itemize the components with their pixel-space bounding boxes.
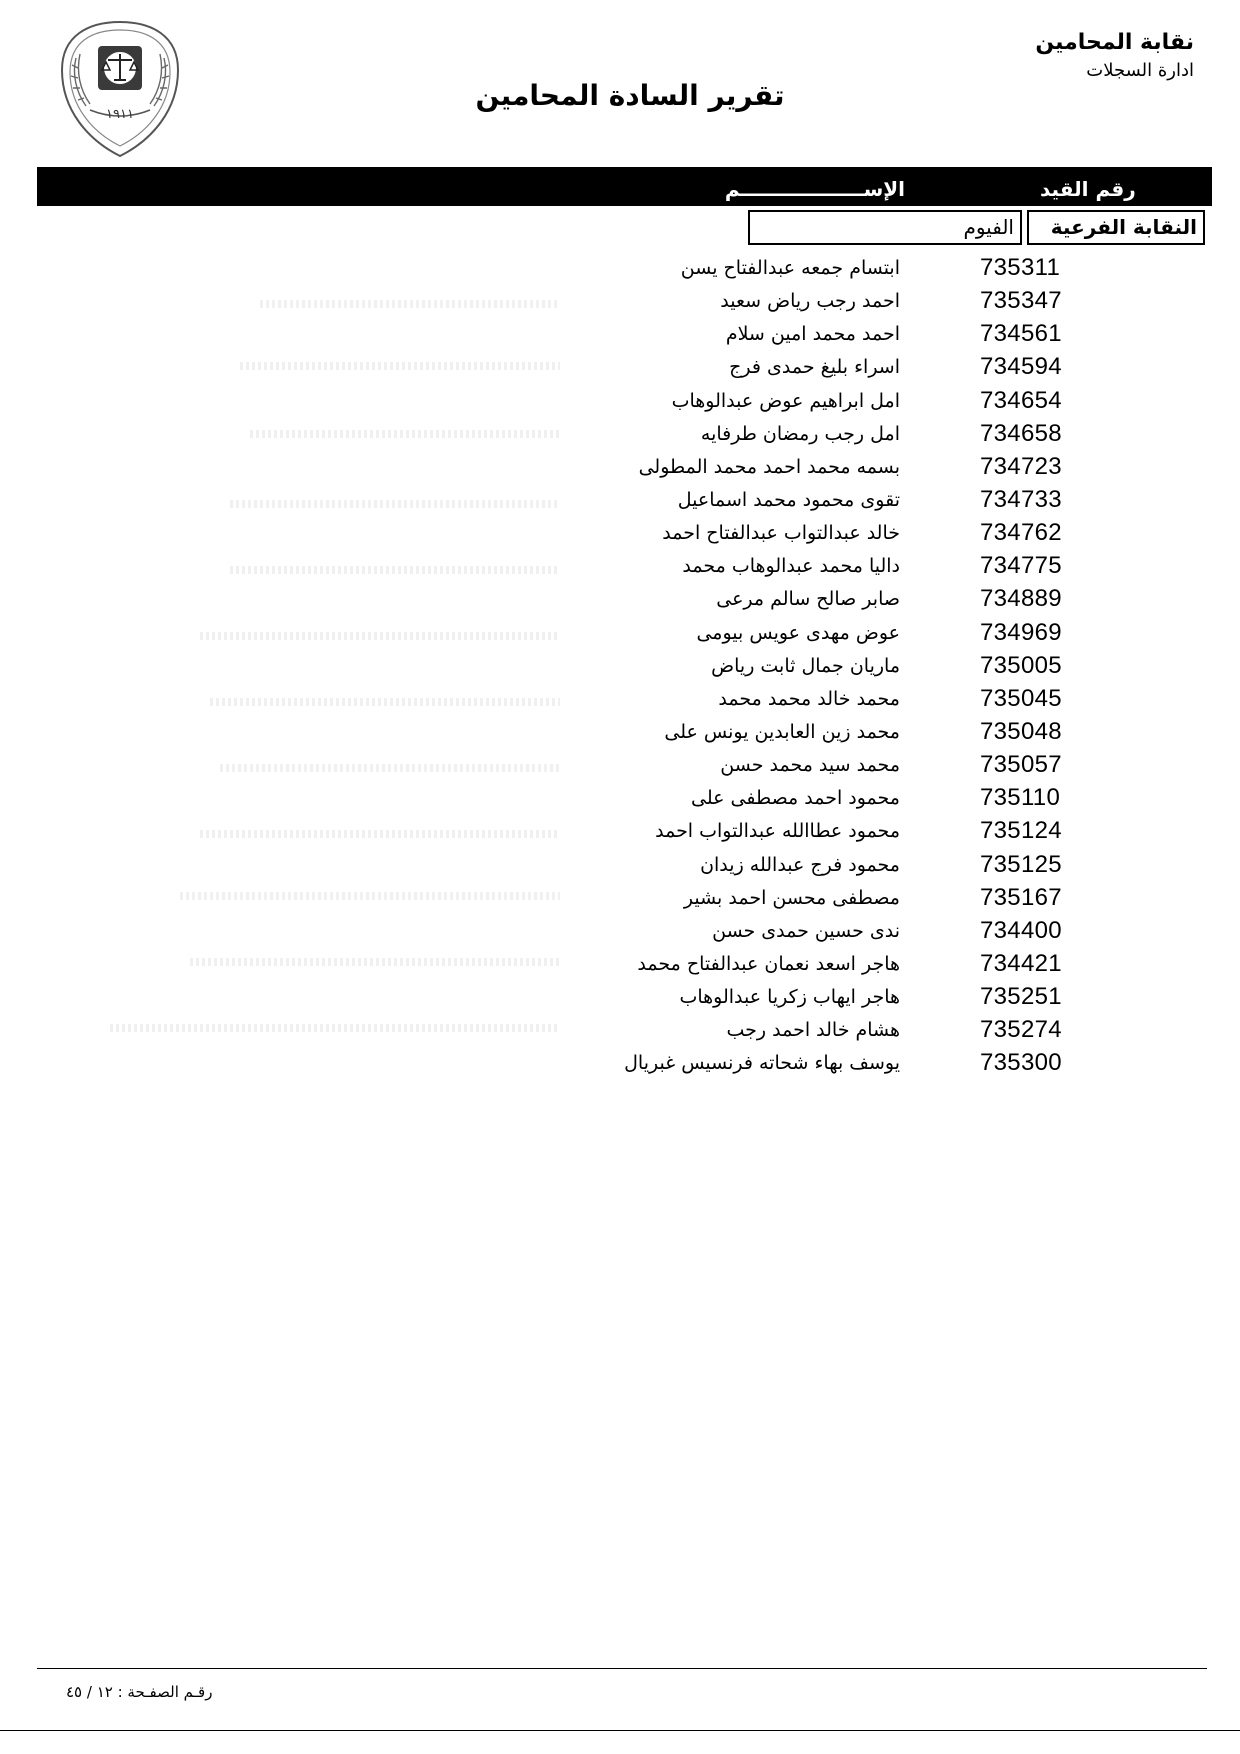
- page-number: رقـم الصفـحة : ١٢ / ٤٥: [66, 1683, 213, 1701]
- registration-number: 735274: [980, 1016, 1062, 1044]
- lawyer-name: محمود احمد مصطفى على: [691, 787, 900, 810]
- table-row: [0, 351, 1240, 384]
- registration-number: 735057: [980, 751, 1062, 779]
- lawyer-name: محمد خالد محمد محمد: [718, 687, 900, 710]
- branch-value: الفيوم: [748, 210, 1022, 245]
- department-name: ادارة السجلات: [1086, 60, 1194, 81]
- registration-number: 734658: [980, 419, 1062, 447]
- table-row: [0, 550, 1240, 583]
- lawyer-name: ابتسام جمعه عبدالفتاح يسن: [680, 257, 900, 279]
- table-row: [0, 782, 1240, 815]
- table-row: [0, 385, 1240, 418]
- lawyer-name: امل رجب رمضان طرفايه: [700, 422, 900, 445]
- lawyer-name: هاجر اسعد نعمان عبدالفتاح محمد: [637, 952, 900, 975]
- table-row: [0, 815, 1240, 848]
- table-row: [0, 849, 1240, 882]
- lawyer-name: محمود فرج عبدالله زيدان: [700, 853, 900, 876]
- table-row: [0, 285, 1240, 318]
- registration-number: 734733: [980, 485, 1062, 513]
- logo-year: ١٩١١: [106, 107, 134, 122]
- registration-number: 735048: [980, 717, 1062, 745]
- table-row: [0, 451, 1240, 484]
- table-row: [0, 517, 1240, 550]
- registration-number: 735005: [980, 651, 1062, 679]
- registration-number: 734421: [980, 949, 1062, 977]
- registration-number: 735125: [980, 850, 1062, 878]
- registration-number: 735251: [980, 983, 1062, 1011]
- lawyer-name: بسمه محمد احمد محمد المطولى: [638, 455, 900, 478]
- lawyer-name: ماريان جمال ثابت رياض: [711, 654, 900, 677]
- organization-block: [1035, 28, 1194, 84]
- table-row: [0, 650, 1240, 683]
- footer-divider: [37, 1668, 1207, 1669]
- lawyer-name: داليا محمد عبدالوهاب محمد: [682, 555, 900, 578]
- registration-number: 735124: [980, 817, 1062, 845]
- registration-number: 734654: [980, 386, 1062, 414]
- registration-number: 734400: [980, 916, 1062, 944]
- table-row: [0, 1014, 1240, 1047]
- table-row: [0, 749, 1240, 782]
- registration-number: 735300: [980, 1049, 1062, 1077]
- registration-number: 734762: [980, 519, 1062, 547]
- lawyer-name: مصطفى محسن احمد بشير: [683, 886, 900, 909]
- registration-number: 735311: [980, 254, 1061, 281]
- table-row: [0, 252, 1240, 285]
- branch-label: النقابة الفرعية: [1027, 210, 1205, 245]
- registration-number: 734889: [980, 585, 1062, 613]
- table-row: [0, 418, 1240, 451]
- lawyer-name: خالد عبدالتواب عبدالفتاح احمد: [662, 522, 900, 545]
- lawyer-name: محمد سيد محمد حسن: [720, 754, 900, 777]
- table-row: [0, 318, 1240, 351]
- registration-number: 735167: [980, 883, 1062, 911]
- registration-number: 734561: [980, 320, 1062, 348]
- registration-number: 735045: [980, 684, 1062, 712]
- column-header-name: الإســــــــــــــــــم: [724, 177, 905, 201]
- report-title: تقرير السادة المحامين: [475, 79, 785, 112]
- registration-number: 734723: [980, 452, 1062, 480]
- lawyer-name: عوض مهدى عويس بيومى: [696, 621, 900, 644]
- bar-association-logo-icon: [56, 18, 184, 160]
- lawyer-name: اسراء بليغ حمدى فرج: [729, 356, 900, 379]
- registration-number: 734775: [980, 552, 1062, 580]
- page-bottom-rule: [0, 1730, 1240, 1731]
- table-row: [0, 583, 1240, 616]
- table-row: [0, 683, 1240, 716]
- table-row: [0, 484, 1240, 517]
- registration-number: 735347: [980, 287, 1062, 315]
- lawyer-name: محمد زين العابدين يونس على: [664, 720, 900, 743]
- registration-number: 734969: [980, 618, 1062, 646]
- lawyer-name: تقوى محمود محمد اسماعيل: [677, 488, 900, 511]
- lawyer-name: هشام خالد احمد رجب: [726, 1019, 900, 1042]
- table-row: [0, 948, 1240, 981]
- table-row: [0, 981, 1240, 1014]
- registration-number: 734594: [980, 353, 1062, 381]
- organization-name: نقابة المحامين: [1035, 30, 1194, 55]
- lawyer-name: صابر صالح سالم مرعى: [716, 588, 900, 611]
- lawyers-list: [0, 252, 1240, 1081]
- table-row: [0, 915, 1240, 948]
- lawyer-name: محمود عطاالله عبدالتواب احمد: [655, 820, 900, 843]
- table-row: [0, 1047, 1240, 1080]
- table-row: [0, 882, 1240, 915]
- lawyer-name: احمد رجب رياض سعيد: [720, 290, 900, 313]
- lawyer-name: احمد محمد امين سلام: [725, 323, 900, 346]
- lawyer-name: يوسف بهاء شحاته فرنسيس غبريال: [624, 1052, 900, 1075]
- table-row: [0, 716, 1240, 749]
- table-row: [0, 617, 1240, 650]
- registration-number: 735110: [980, 784, 1061, 812]
- lawyer-name: امل ابراهيم عوض عبدالوهاب: [671, 389, 900, 412]
- lawyer-name: هاجر ايهاب زكريا عبدالوهاب: [679, 986, 900, 1009]
- column-header-registration-number: رقم القيد: [1040, 177, 1136, 201]
- lawyer-name: ندى حسين حمدى حسن: [712, 919, 900, 942]
